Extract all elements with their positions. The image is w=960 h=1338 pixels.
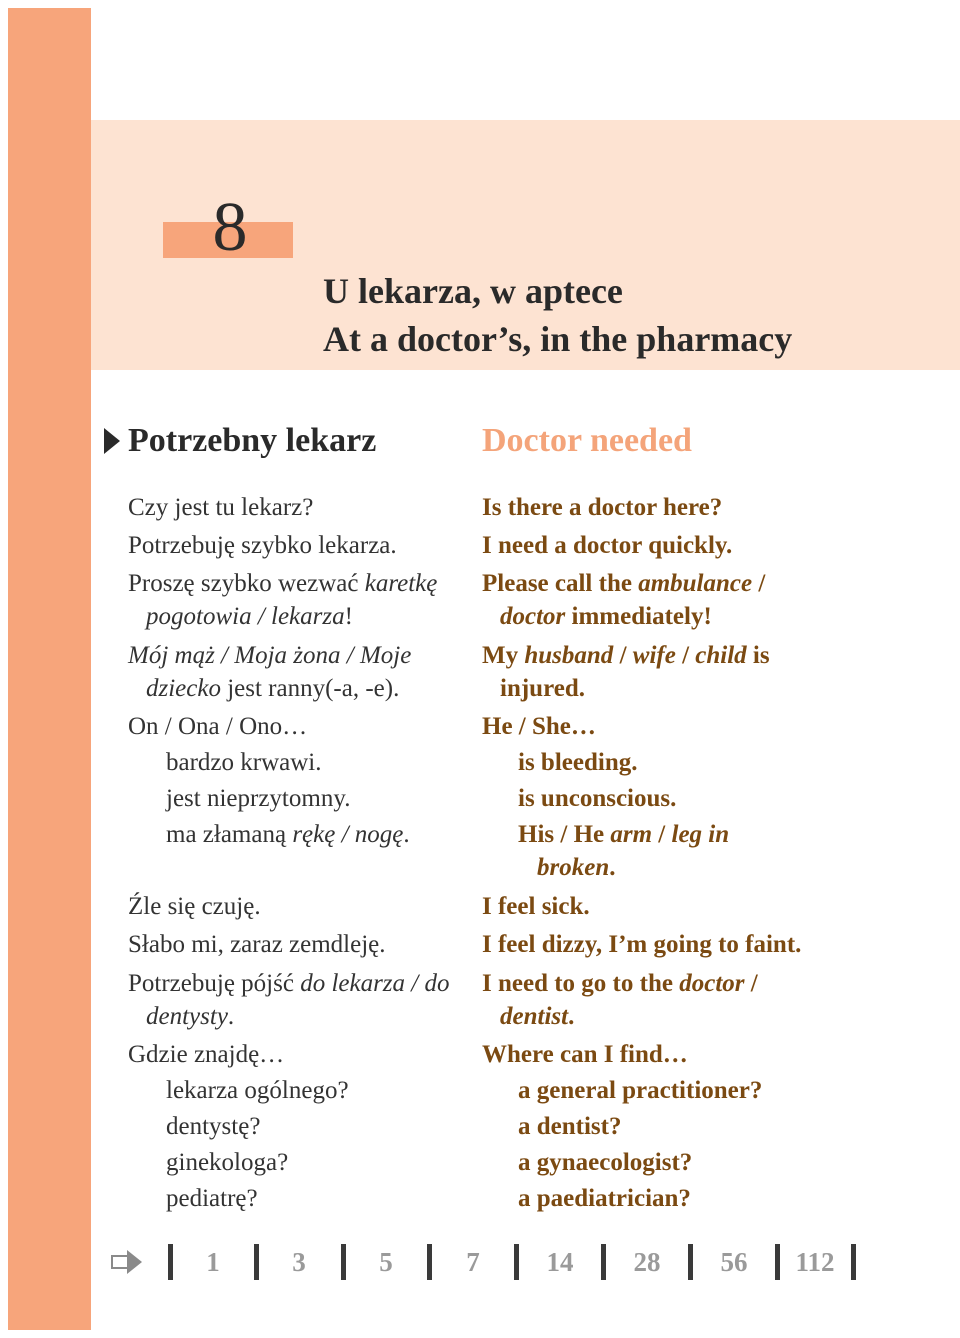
page-link[interactable]: 14 bbox=[546, 1247, 574, 1277]
phrase-pl: Słabo mi, zaraz zemdleję. bbox=[128, 931, 386, 958]
phrase-en: I feel sick. bbox=[482, 893, 590, 920]
phrase-pl: dentystę? bbox=[166, 1113, 261, 1140]
nav-divider bbox=[168, 1244, 173, 1280]
phrase-en: I need to go to the doctor / bbox=[482, 970, 758, 997]
phrase-en: is bleeding. bbox=[518, 749, 638, 776]
phrase-en: a general practitioner? bbox=[518, 1077, 763, 1104]
page-link[interactable]: 56 bbox=[720, 1247, 748, 1277]
phrase-pl: ginekologa? bbox=[166, 1149, 289, 1176]
phrase-en: He / She… bbox=[482, 713, 596, 740]
phrase-pl: Źle się czuję. bbox=[128, 893, 261, 920]
page-link[interactable]: 5 bbox=[379, 1247, 393, 1277]
left-margin-band bbox=[8, 8, 91, 1330]
phrase-en: a paediatrician? bbox=[518, 1185, 691, 1212]
phrase-pl: ma złamaną rękę / nogę. bbox=[166, 821, 410, 848]
arrow-right-icon bbox=[111, 1248, 143, 1281]
nav-divider bbox=[775, 1244, 780, 1280]
nav-divider bbox=[514, 1244, 519, 1280]
phrase-pl: Gdzie znajdę… bbox=[128, 1041, 285, 1068]
phrase-en: Where can I find… bbox=[482, 1041, 688, 1068]
phrase-pl: lekarza ogólnego? bbox=[166, 1077, 349, 1104]
phrase-en: a gynaecologist? bbox=[518, 1149, 693, 1176]
phrase-pl: On / Ona / Ono… bbox=[128, 713, 308, 740]
nav-divider bbox=[688, 1244, 693, 1280]
phrase-pl: bardzo krwawi. bbox=[166, 749, 322, 776]
phrase-pl: pediatrę? bbox=[166, 1185, 258, 1212]
phrase-pl: Mój mąż / Moja żona / Moje bbox=[128, 642, 412, 669]
page-link[interactable]: 7 bbox=[466, 1247, 480, 1277]
phrase-pl: pogotowia / lekarza! bbox=[146, 603, 353, 630]
section-heading-english: Doctor needed bbox=[482, 422, 692, 459]
phrase-en: Is there a doctor here? bbox=[482, 494, 723, 521]
phrase-en: dentist. bbox=[500, 1003, 575, 1030]
nav-divider bbox=[851, 1244, 856, 1280]
section-bullet-icon bbox=[104, 428, 120, 454]
phrase-en: I feel dizzy, I’m going to faint. bbox=[482, 931, 802, 958]
phrase-en: is unconscious. bbox=[518, 785, 677, 812]
page-link[interactable]: 3 bbox=[292, 1247, 306, 1277]
nav-divider bbox=[601, 1244, 606, 1280]
phrase-en: I need a doctor quickly. bbox=[482, 532, 733, 559]
chapter-number: 8 bbox=[212, 189, 248, 266]
page-link[interactable]: 28 bbox=[633, 1247, 661, 1277]
phrase-pl: Czy jest tu lekarz? bbox=[128, 494, 314, 521]
phrase-en: broken. bbox=[537, 854, 616, 881]
phrase-en: Please call the ambulance / bbox=[482, 570, 766, 597]
chapter-title-english: At a doctor’s, in the pharmacy bbox=[323, 319, 793, 359]
section-heading-polish: Potrzebny lekarz bbox=[128, 422, 377, 459]
phrase-pl: Potrzebuję szybko lekarza. bbox=[128, 532, 397, 559]
nav-divider bbox=[341, 1244, 346, 1280]
phrase-en: My husband / wife / child is bbox=[482, 642, 770, 669]
nav-divider bbox=[254, 1244, 259, 1280]
phrase-pl: dentysty. bbox=[146, 1003, 235, 1030]
phrase-pl: dziecko jest ranny(-a, -e). bbox=[146, 675, 400, 702]
chapter-title-polish: U lekarza, w aptece bbox=[323, 271, 623, 311]
page-link[interactable]: 1 bbox=[206, 1247, 220, 1277]
phrase-pl: jest nieprzytomny. bbox=[166, 785, 351, 812]
phrase-en: a dentist? bbox=[518, 1113, 622, 1140]
phrase-en: injured. bbox=[500, 675, 585, 702]
phrase-en: His / He arm / leg in bbox=[518, 821, 730, 848]
page-link[interactable]: 112 bbox=[795, 1247, 835, 1277]
phrase-pl: Proszę szybko wezwać karetkę bbox=[128, 570, 438, 597]
phrase-pl: Potrzebuję pójść do lekarza / do bbox=[128, 970, 450, 997]
nav-divider bbox=[427, 1244, 432, 1280]
phrase-en: doctor immediately! bbox=[500, 603, 712, 630]
